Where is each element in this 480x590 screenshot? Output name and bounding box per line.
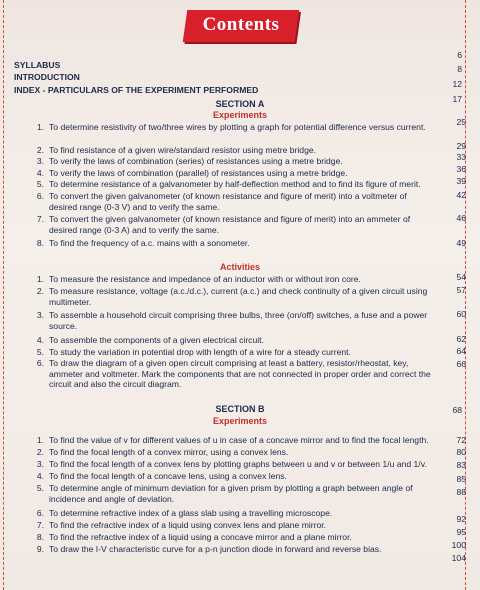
page-title: Contents [202, 14, 280, 35]
section-b-experiment-item-number: 4. [36, 471, 44, 481]
section-b-experiment-item-page: 85 [456, 474, 466, 484]
section-a-experiment-item-number: 3. [36, 156, 44, 166]
section-a-experiment-item-page: 42 [456, 190, 466, 200]
section-a-activity-item-page: 66 [456, 359, 466, 369]
front-page-introduction: 8 [457, 64, 462, 74]
section-a-activity-item-number: 2. [36, 286, 44, 296]
section-b-page: 68 [452, 405, 462, 415]
section-b-experiment-item-text: To determine angle of minimum deviation for a given prism by plotting a graph between angle of incidence and angle of deviation. [49, 483, 413, 504]
section-a-activity-item-number: 5. [36, 347, 44, 357]
section-b-experiment-item-number: 1. [36, 435, 44, 445]
section-a-activity-item-number: 4. [36, 335, 44, 345]
section-b-experiment-item-text: To determine refractive index of a glass slab using a travelling microscope. [49, 508, 333, 518]
section-a-experiment-item-page: 36 [456, 164, 466, 174]
section-a-experiment-item-page: 49 [456, 238, 466, 248]
section-b-experiment-item-number: 6. [36, 508, 44, 518]
section-a-experiment-item-number: 4. [36, 168, 44, 178]
section-a-experiment-item-text: To verify the laws of combination (parallel) of resistances using a metre bridge. [49, 168, 348, 178]
section-b-experiment-item-text: To draw the I-V characteristic curve for a p-n junction diode in forward and reverse bias. [49, 544, 382, 554]
front-page-syllabus: 6 [457, 50, 462, 60]
section-a-activity-item-page: 60 [456, 309, 466, 319]
front-label-introduction: INTRODUCTION [14, 72, 80, 82]
section-a-experiment-item-number: 1. [36, 122, 44, 132]
section-b-experiment-item-page: 80 [456, 447, 466, 457]
section-b-experiment-item-number: 3. [36, 459, 44, 469]
front-label-syllabus: SYLLABUS [14, 60, 61, 70]
section-b-experiment-item-text: To find the value of v for different values of u in case of a concave mirror and to find the focal length. [49, 435, 429, 445]
section-b-experiment-item-number: 5. [36, 483, 44, 493]
section-a-activity-item-text: To measure the resistance and impedance of an inductor with or without iron core. [49, 274, 361, 284]
section-a-activity-item-page: 64 [456, 346, 466, 356]
section-a-activity-item-number: 6. [36, 358, 44, 368]
section-a-page: 17 [452, 94, 462, 104]
section-b-experiment-item-number: 8. [36, 532, 44, 542]
section-b-experiment-item-text: To find the refractive index of a liquid using a concave mirror and a plane mirror. [49, 532, 352, 542]
section-a-experiment-item-text: To find the frequency of a.c. mains with a sonometer. [49, 238, 250, 248]
section-a-experiment-item-text: To convert the given galvanometer (of known resistance and figure of merit) into an ammeter of desired range (0-3 A) and to verify the same. [49, 214, 411, 235]
section-a-activity-item-text: To draw the diagram of a given open circuit comprising at least a battery, resistor/rheostat, key, ammeter and voltmeter. Mark the components that are not connected in proper order and correct the circuit and also the circuit diagram. [49, 358, 431, 390]
section-b-experiment-item-page: 72 [456, 435, 466, 445]
section-a-activity-item-text: To measure resistance, voltage (a.c./d.c.), current (a.c.) and check continuity of a given circuit using multimeter. [49, 286, 428, 307]
section-a-heading: SECTION A [215, 99, 265, 109]
section-b-heading: SECTION B [215, 404, 265, 414]
section-a-activity-item-page: 54 [456, 272, 466, 282]
section-a-experiment-item-number: 2. [36, 145, 44, 155]
section-b-experiment-item-text: To find the refractive index of a liquid using convex lens and plane mirror. [49, 520, 327, 530]
section-b-experiment-item-number: 2. [36, 447, 44, 457]
section-a-experiment-item-number: 7. [36, 214, 44, 224]
section-a-experiment-item-page: 39 [456, 176, 466, 186]
section-b-experiment-item-page: 104 [451, 553, 466, 563]
section-a-experiment-item-text: To convert the given galvanometer (of known resistance and figure of merit) into a voltmeter of desired range (0-3 V) and to verify the same. [49, 191, 407, 212]
section-b-experiment-item-text: To find the focal length of a concave lens, using a convex lens. [49, 471, 287, 481]
left-dashed-border [3, 0, 4, 590]
section-a-experiment-item-page: 46 [456, 213, 466, 223]
section-b-experiment-item-page: 83 [456, 460, 466, 470]
section-a-experiment-item-number: 5. [36, 179, 44, 189]
front-page-index: 12 [452, 79, 462, 89]
section-a-experiment-item-number: 8. [36, 238, 44, 248]
section-b-experiment-item-page: 100 [451, 540, 466, 550]
section-b-experiments-heading: Experiments [212, 416, 268, 426]
section-b-experiment-item-page: 88 [456, 487, 466, 497]
section-b-experiment-item-number: 7. [36, 520, 44, 530]
section-a-experiment-item-text: To find resistance of a given wire/standard resistor using metre bridge. [49, 145, 317, 155]
section-a-experiment-item-number: 6. [36, 191, 44, 201]
section-a-activity-item-text: To study the variation in potential drop with length of a wire for a steady current. [49, 347, 351, 357]
front-label-index: INDEX - PARTICULARS OF THE EXPERIMENT PERFORMED [14, 85, 259, 95]
section-a-activity-item-number: 1. [36, 274, 44, 284]
section-a-activity-item-number: 3. [36, 310, 44, 320]
section-a-experiment-item-text: To determine resistance of a galvanometer by half-deflection method and to find its figure of merit. [49, 179, 421, 189]
section-b-experiment-item-page: 92 [456, 514, 466, 524]
section-a-experiment-item-page: 25 [456, 117, 466, 127]
section-a-experiment-item-text: To determine resistivity of two/three wires by plotting a graph for potential difference versus current. [49, 122, 426, 132]
section-a-experiment-item-text: To verify the laws of combination (series) of resistances using a metre bridge. [49, 156, 343, 166]
section-a-activity-item-text: To assemble the components of a given electrical circuit. [49, 335, 264, 345]
section-a-experiment-item-page: 29 [456, 141, 466, 151]
section-a-activity-item-text: To assemble a household circuit comprising three bulbs, three (on/off) switches, a fuse and a power source. [49, 310, 428, 331]
section-a-activities-heading: Activities [219, 262, 261, 272]
section-b-experiment-item-number: 9. [36, 544, 44, 554]
section-a-experiment-item-page: 33 [456, 152, 466, 162]
section-b-experiment-item-page: 95 [456, 527, 466, 537]
section-b-experiment-item-text: To find the focal length of a convex lens by plotting graphs between u and v or between 1/u and 1/v. [49, 459, 427, 469]
section-a-activity-item-page: 62 [456, 334, 466, 344]
section-a-activity-item-page: 57 [456, 285, 466, 295]
section-b-experiment-item-text: To find the focal length of a convex mirror, using a convex lens. [49, 447, 289, 457]
section-a-experiments-heading: Experiments [212, 110, 268, 120]
